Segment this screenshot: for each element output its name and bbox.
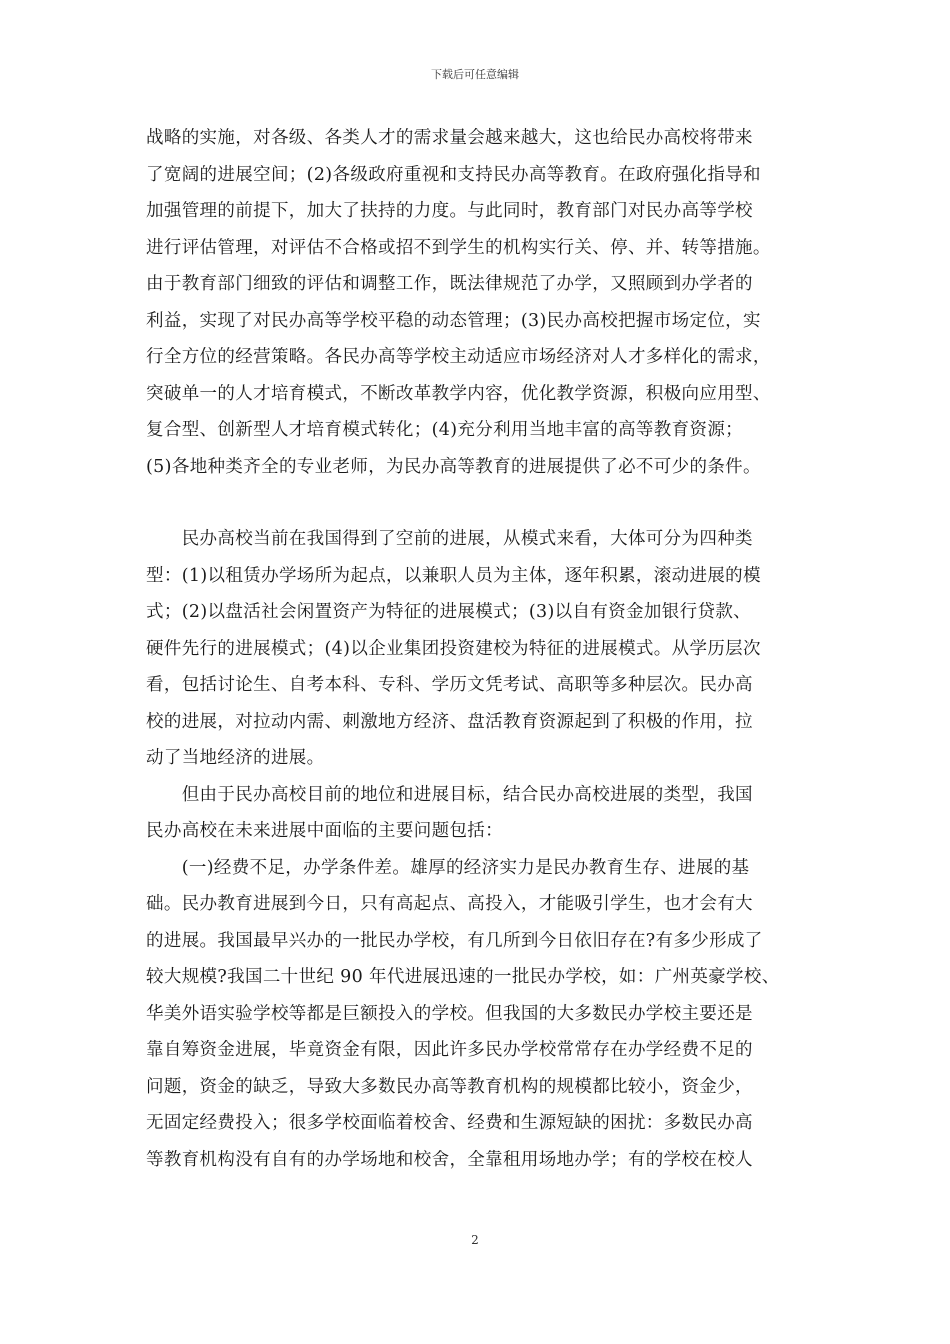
paragraph-gap <box>146 485 808 521</box>
page-header: 下载后可任意编辑 <box>431 68 519 81</box>
text-line: 复合型、创新型人才培育模式转化；(4)充分利用当地丰富的高等教育资源； <box>146 420 744 440</box>
text-line: (5)各地种类齐全的专业老师，为民办高等教育的进展提供了必不可少的条件。 <box>146 456 761 477</box>
text-line: 民办高校在未来进展中面临的主要问题包括： <box>146 821 503 841</box>
text-line: 较大规模?我国二十世纪 90 年代进展迅速的一批民办学校，如：广州英豪学校、 <box>146 967 780 987</box>
paragraph <box>146 850 808 1179</box>
text-line: 利益，实现了对民办高等学校平稳的动态管理；(3)民办高校把握市场定位，实 <box>146 310 761 331</box>
text-line: 的进展。我国最早兴办的一批民办学校，有几所到今日依旧存在?有多少形成了 <box>146 930 763 951</box>
page-number: 2 <box>471 1233 479 1247</box>
text-line: 行全方位的经营策略。各民办高等学校主动适应市场经济对人才多样化的需求， <box>146 347 771 367</box>
text-line: 了宽阔的进展空间；(2)各级政府重视和支持民办高等教育。在政府强化指导和 <box>146 164 761 185</box>
paragraph <box>146 521 808 777</box>
paragraph <box>146 777 808 850</box>
text-line: 无固定经费投入；很多学校面临着校舍、经费和生源短缺的困扰：多数民办高 <box>146 1113 753 1133</box>
text-line: 由于教育部门细致的评估和调整工作，既法律规范了办学，又照顾到办学者的 <box>146 274 753 294</box>
text-line: 校的进展，对拉动内需、刺激地方经济、盘活教育资源起到了积极的作用，拉 <box>146 711 753 732</box>
text-line: 础。民办教育进展到今日，只有高起点、高投入，才能吸引学生，也才会有大 <box>146 894 753 914</box>
text-line: 等教育机构没有自有的办学场地和校舍，全靠租用场地办学；有的学校在校人 <box>146 1149 753 1170</box>
text-line: (一)经费不足，办学条件差。雄厚的经济实力是民办教育生存、进展的基 <box>146 857 750 878</box>
text-line: 问题，资金的缺乏，导致大多数民办高等教育机构的规模都比较小，资金少， <box>146 1076 753 1097</box>
text-line: 但由于民办高校目前的地位和进展目标，结合民办高校进展的类型，我国 <box>146 784 753 805</box>
text-line: 动了当地经济的进展。 <box>146 748 325 768</box>
text-line: 民办高校当前在我国得到了空前的进展，从模式来看，大体可分为四种类 <box>146 529 753 549</box>
paragraph <box>146 120 808 485</box>
text-line: 加强管理的前提下，加大了扶持的力度。与此同时，教育部门对民办高等学校 <box>146 201 753 221</box>
text-line: 式；(2)以盘活社会闲置资产为特征的进展模式；(3)以自有资金加银行贷款、 <box>146 602 752 622</box>
text-line: 靠自筹资金进展，毕竟资金有限，因此许多民办学校常常存在办学经费不足的 <box>146 1040 753 1060</box>
text-line: 突破单一的人才培育模式，不断改革教学内容，优化教学资源，积极向应用型、 <box>146 383 771 404</box>
text-line: 看，包括讨论生、自考本科、专科、学历文凭考试、高职等多种层次。民办高 <box>146 675 753 695</box>
text-line: 战略的实施，对各级、各类人才的需求量会越来越大，这也给民办高校将带来 <box>146 128 753 148</box>
text-line: 华美外语实验学校等都是巨额投入的学校。但我国的大多数民办学校主要还是 <box>146 1003 753 1024</box>
text-line: 硬件先行的进展模式；(4)以企业集团投资建校为特征的进展模式。从学历层次 <box>146 638 761 659</box>
document-body <box>146 120 808 1178</box>
text-line: 型：(1)以租赁办学场所为起点，以兼职人员为主体，逐年积累，滚动进展的模 <box>146 565 761 586</box>
text-line: 进行评估管理，对评估不合格或招不到学生的机构实行关、停、并、转等措施。 <box>146 237 771 258</box>
